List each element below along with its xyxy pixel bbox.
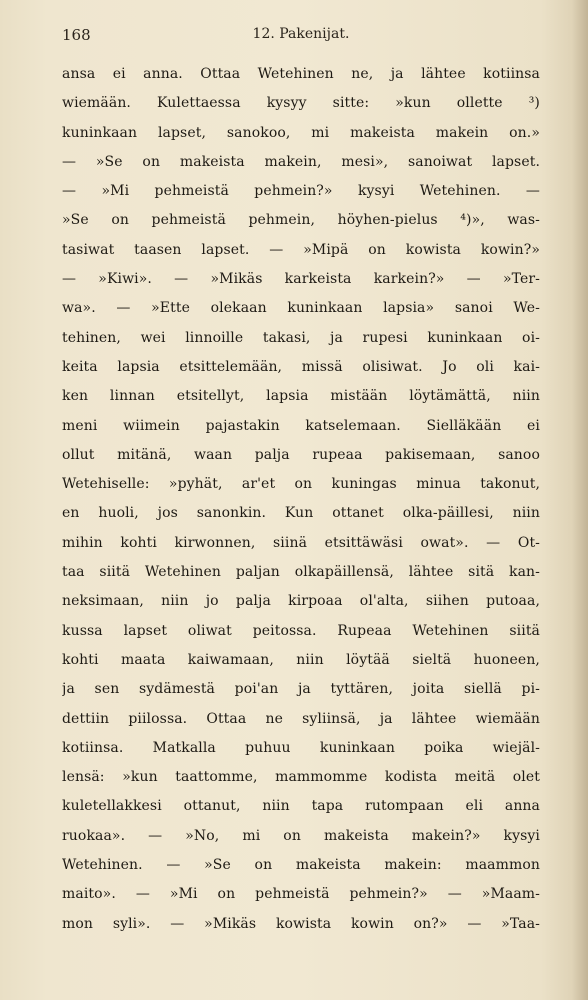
text-line: — »Se on makeista makein, mesi», sanoiwat lapset. [62, 153, 540, 170]
text-line: kohti maata kaiwamaan, niin löytää sieltä huoneen, [62, 651, 540, 668]
text-line: wa». — »Ette olekaan kuninkaan lapsia» sanoi We- [62, 300, 540, 317]
text-line: — »Mi pehmeistä pehmein?» kysyi Wetehinen. — [62, 183, 540, 200]
running-title: 12. Pakenijat. [252, 26, 350, 42]
text-line: taa siitä Wetehinen paljan olkapäillensä, lähtee sitä kan- [62, 564, 540, 581]
text-line: kotiinsa. Matkalla puhuu kuninkaan poika wiejäl- [62, 739, 540, 756]
text-line: ansa ei anna. Ottaa Wetehinen ne, ja lähtee kotiinsa [62, 66, 540, 82]
text-line: en huoli, jos sanonkin. Kun ottanet olka-päillesi, niin [62, 505, 540, 522]
text-line: ruokaa». — »No, mi on makeista makein?» kysyi [62, 827, 540, 844]
text-line: dettiin piilossa. Ottaa ne syliinsä, ja lähtee wiemään [62, 710, 540, 727]
text-line: Wetehiselle: »pyhät, ar'et on kuningas minua takonut, [62, 476, 540, 493]
text-line: lensä: »kun taattomme, mammomme kodista meitä olet [62, 769, 540, 786]
text-line: ken linnan etsitellyt, lapsia mistään löytämättä, niin [62, 388, 540, 405]
page-header [62, 26, 540, 50]
body-text [62, 60, 540, 939]
text-line: kuletellakkesi ottanut, niin tapa rutompaan eli anna [62, 798, 540, 815]
text-line: ollut mitänä, waan palja rupeaa pakisemaan, sanoo [62, 446, 540, 463]
text-line: maito». — »Mi on pehmeistä pehmein?» — »Maam- [62, 886, 540, 903]
text-line: ja sen sydämestä poi'an ja tyttären, joita siellä pi- [62, 681, 540, 698]
text-line: tasiwat taasen lapset. — »Mipä on kowista kowin?» [62, 241, 540, 258]
page-number: 168 [62, 26, 91, 44]
text-line: kuninkaan lapset, sanokoo, mi makeista makein on.» [62, 124, 540, 141]
text-line: tehinen, wei linnoille takasi, ja rupesi kuninkaan oi- [62, 329, 540, 346]
text-line: meni wiimein pajastakin katselemaan. Sielläkään ei [62, 417, 540, 434]
text-line: Wetehinen. — »Se on makeista makein: maammon [62, 857, 540, 874]
text-line: »Se on pehmeistä pehmein, höyhen-pielus ⁴)», was- [62, 212, 540, 229]
text-line: wiemään. Kulettaessa kysyy sitte: »kun ollette ³) [62, 95, 540, 112]
text-line: keita lapsia etsittelemään, missä olisiwat. Jo oli kai- [62, 358, 540, 375]
text-line: mihin kohti kirwonnen, siinä etsittäwäsi owat». — Ot- [62, 534, 540, 551]
text-line: mon syli». — »Mikäs kowista kowin on?» — »Taa- [62, 915, 540, 932]
text-line: — »Kiwi». — »Mikäs karkeista karkein?» — »Ter- [62, 271, 540, 288]
text-line: kussa lapset oliwat peitossa. Rupeaa Wetehinen siitä [62, 622, 540, 639]
text-line: neksimaan, niin jo palja kirpoaa ol'alta, siihen putoaa, [62, 593, 540, 610]
